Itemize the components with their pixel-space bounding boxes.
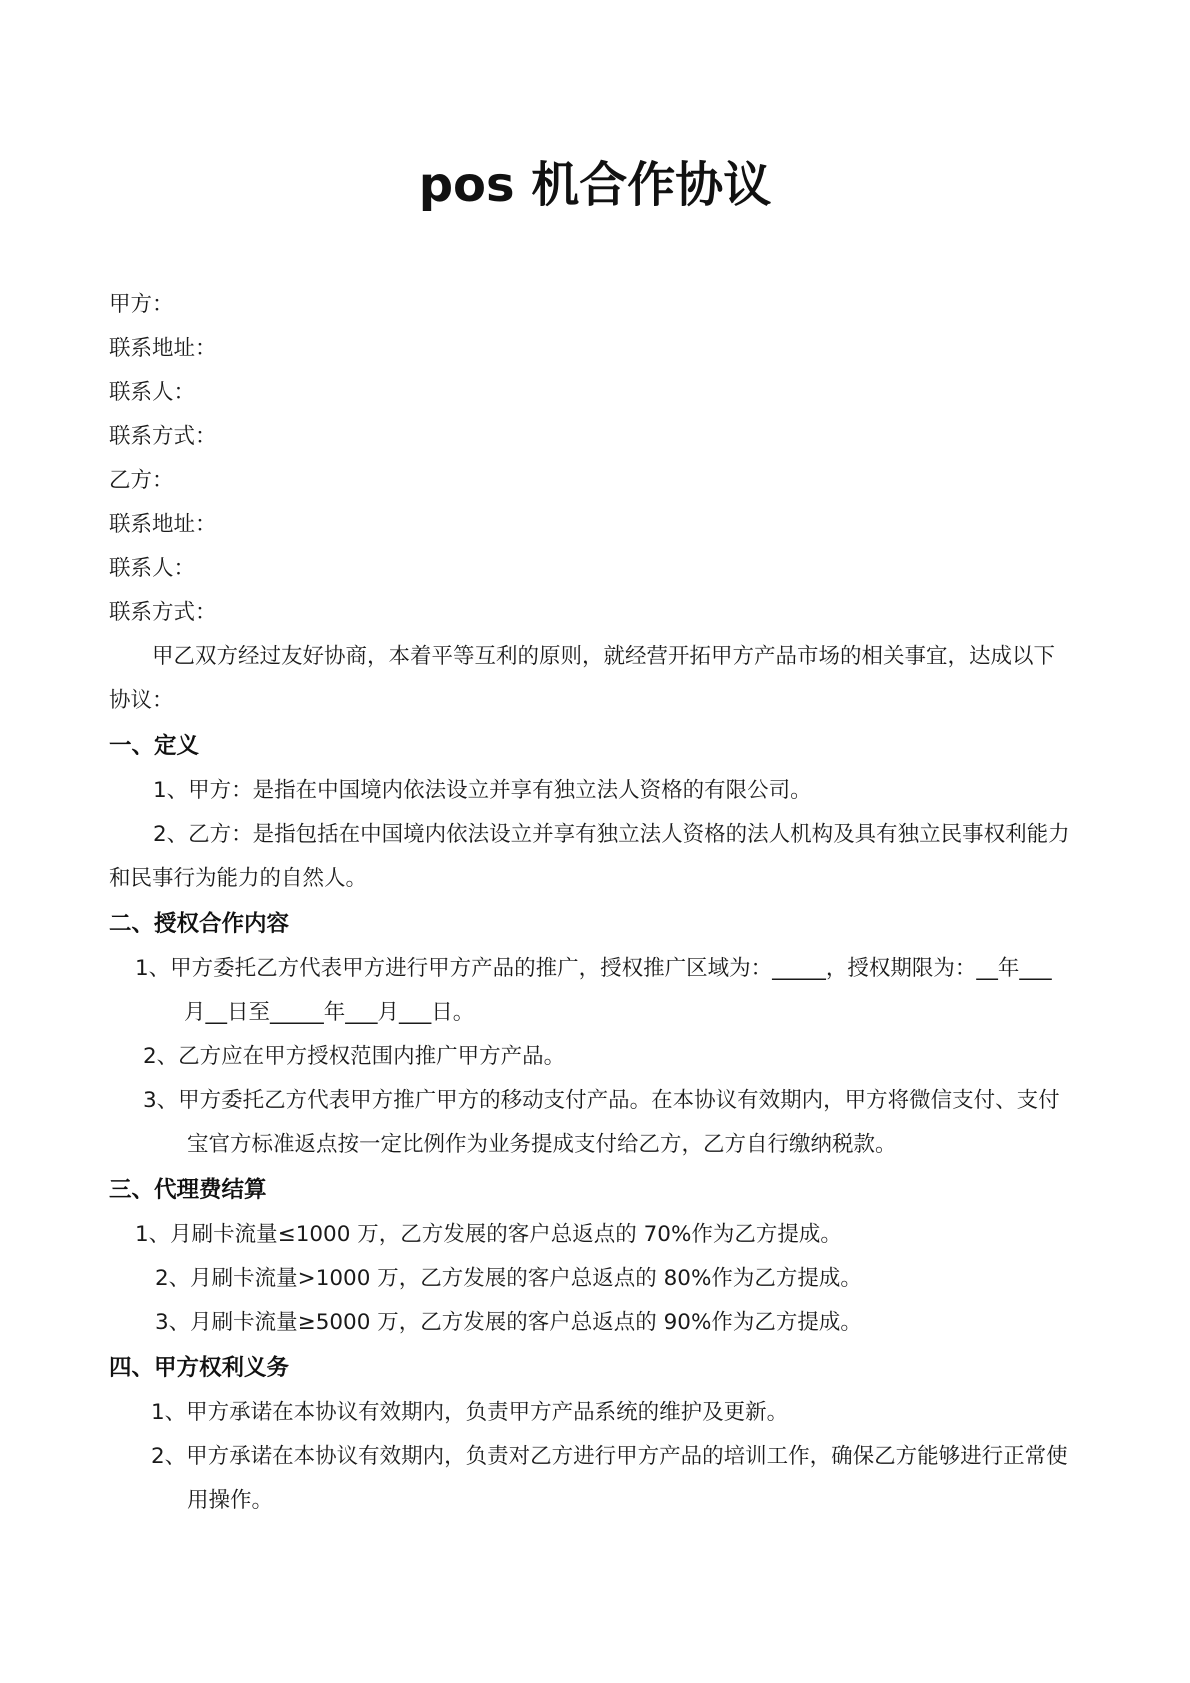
section-4-heading: 四、甲方权利义务 [109, 1355, 290, 1381]
section-3-item-3: 3、月刷卡流量≥5000 万，乙方发展的客户总返点的 90%作为乙方提成。 [155, 1310, 862, 1335]
party-b-contact-field [109, 547, 1094, 591]
party-b-phone-field [109, 591, 1094, 635]
section-1-item-2-line-2: 和民事行为能力的自然人。 [109, 866, 368, 891]
section-3-item-2: 2、月刷卡流量>1000 万，乙方发展的客户总返点的 80%作为乙方提成。 [155, 1266, 862, 1291]
party-b-phone-label: 联系方式： [109, 600, 217, 625]
party-a-contact-label: 联系人： [109, 380, 196, 405]
section-3-heading: 三、代理费结算 [109, 1177, 267, 1203]
party-b-address-field [109, 503, 1094, 547]
party-b-name-label: 乙方： [109, 468, 174, 493]
section-2-item-3-line-1: 3、甲方委托乙方代表甲方推广甲方的移动支付产品。在本协议有效期内，甲方将微信支付、支付 [143, 1088, 1060, 1113]
section-1-heading: 一、定义 [109, 733, 200, 759]
section-4-item-2-line-1: 2、甲方承诺在本协议有效期内，负责对乙方进行甲方产品的培训工作，确保乙方能够进行正常使 [151, 1444, 1068, 1469]
party-b-contact-label: 联系人： [109, 556, 196, 581]
party-a-address-field [109, 327, 1094, 371]
preamble-line-1: 甲乙双方经过友好协商，本着平等互利的原则，就经营开拓甲方产品市场的相关事宜，达成以下 [152, 644, 1056, 669]
section-1-item-1: 1、甲方：是指在中国境内依法设立并享有独立法人资格的有限公司。 [153, 778, 812, 803]
document-title: pos 机合作协议 [418, 157, 772, 213]
section-2-item-1-line-2: 月__日至_____年___月___日。 [184, 1000, 475, 1025]
party-a-contact-field [109, 371, 1094, 415]
section-4-item-1: 1、甲方承诺在本协议有效期内，负责甲方产品系统的维护及更新。 [151, 1400, 789, 1425]
section-3-item-1: 1、月刷卡流量≤1000 万，乙方发展的客户总返点的 70%作为乙方提成。 [135, 1222, 842, 1247]
party-a-name-label: 甲方： [109, 292, 174, 317]
section-2-heading: 二、授权合作内容 [109, 911, 290, 937]
party-a-name-field [109, 283, 1094, 327]
document-body [109, 283, 1094, 1523]
section-2-item-2: 2、乙方应在甲方授权范围内推广甲方产品。 [143, 1044, 566, 1069]
party-a-address-label: 联系地址： [109, 336, 217, 361]
section-1-item-2-line-1: 2、乙方：是指包括在中国境内依法设立并享有独立法人资格的法人机构及具有独立民事权利能力 [153, 822, 1070, 847]
party-a-phone-label: 联系方式： [109, 424, 217, 449]
section-2-item-3-line-2: 宝官方标准返点按一定比例作为业务提成支付给乙方，乙方自行缴纳税款。 [187, 1132, 897, 1157]
section-4-item-2-line-2: 用操作。 [187, 1488, 274, 1513]
party-b-address-label: 联系地址： [109, 512, 217, 537]
party-a-phone-field [109, 415, 1094, 459]
preamble-line-2: 协议： [109, 688, 174, 713]
party-b-name-field [109, 459, 1094, 503]
section-2-item-1-line-1: 1、甲方委托乙方代表甲方进行甲方产品的推广，授权推广区域为：_____，授权期限为：__年___ [135, 956, 1052, 981]
